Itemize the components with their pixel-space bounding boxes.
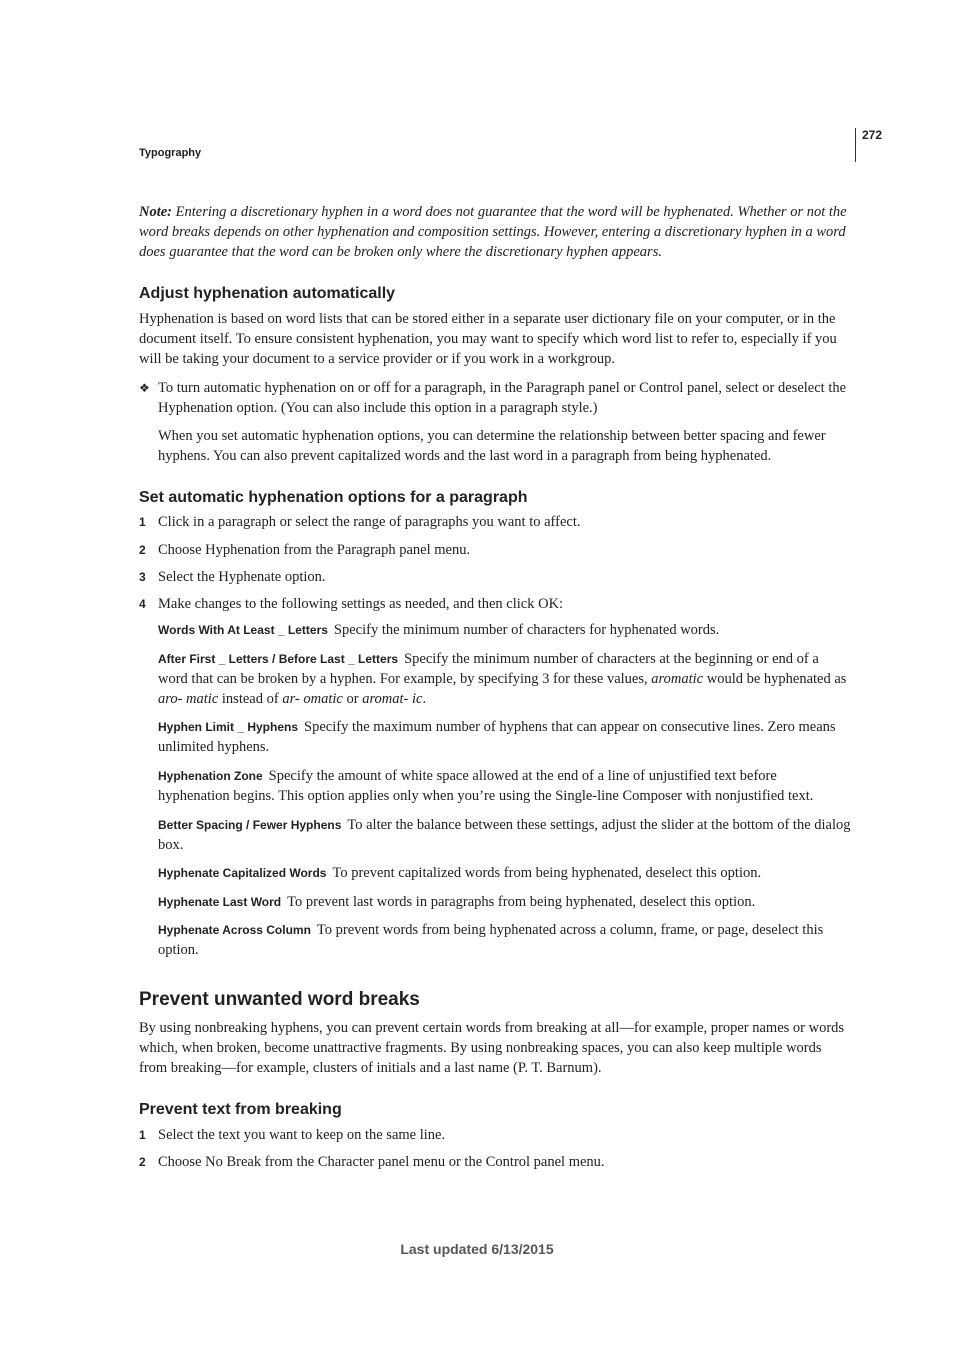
option-term: Hyphenate Capitalized Words	[158, 866, 327, 880]
option-term: Words With At Least _ Letters	[158, 623, 328, 637]
option-term: Hyphenate Last Word	[158, 895, 282, 909]
bullet-icon: ❖	[139, 381, 150, 395]
example-word: aromat- ic	[362, 691, 423, 707]
adjust-intro: Hyphenation is based on word lists that can be stored either in a separate user dictionary file on your computer, or in the document itself. To ensure consistent hyphenation, you may want to specify which word list to refer to, especially if you will be taking your document to a service provider or if you work in a workgroup.	[139, 311, 837, 367]
option-term: Better Spacing / Fewer Hyphens	[158, 818, 342, 832]
option-term: Hyphen Limit _ Hyphens	[158, 720, 299, 734]
option-desc: To alter the balance between these settings, adjust the slider at the bottom of the dialog box.	[158, 817, 851, 853]
note-text: Entering a discretionary hyphen in a word does not guarantee that the word will be hyphenated. Whether or not the word breaks depends on other hyphenation and composition settings. However, entering a discretionary hyphen in a word does guarantee that the word can be broken only where the discretionary hyphen appears.	[139, 204, 847, 260]
step-text: Choose No Break from the Character panel menu or the Control panel menu.	[158, 1154, 605, 1170]
option-desc: .	[422, 691, 427, 707]
option-desc: Specify the minimum number of characters for hyphenated words.	[333, 622, 720, 638]
step-number: 2	[139, 1155, 146, 1169]
option-after-first-before-last	[158, 649, 851, 709]
page-number: 272	[862, 128, 883, 142]
step-text: Make changes to the following settings as needed, and then click OK:	[158, 596, 564, 612]
option-desc: would be hyphenated as	[706, 671, 847, 687]
bullet-paragraph: To turn automatic hyphenation on or off for a paragraph, in the Paragraph panel or Control panel, select or deselect the Hyphenation option. (You can also include this option in a paragraph style.)	[158, 380, 847, 416]
step-number: 1	[139, 515, 146, 529]
step-number: 1	[139, 1128, 146, 1142]
option-hyphenate-last-word	[158, 892, 851, 912]
option-desc: Specify the maximum number of hyphens that can appear on consecutive lines. Zero means unlimited hyphens.	[158, 719, 836, 755]
heading-prevent-text-breaking: Prevent text from breaking	[139, 1101, 342, 1118]
bullet-follow-paragraph: When you set automatic hyphenation options, you can determine the relationship between better spacing and fewer hyphens. You can also prevent capitalized words and the last word in a paragraph from being hyphenated.	[158, 428, 826, 464]
prevent-breaks-intro: By using nonbreaking hyphens, you can prevent certain words from breaking at all—for example, proper names or words which, when broken, become unattractive fragments. By using nonbreaking spaces, you can also keep multiple words from breaking—for example, clusters of initials and a last name (P. T. Barnum).	[139, 1020, 845, 1076]
example-word: aromatic	[651, 671, 704, 687]
example-word: aro- matic	[158, 691, 219, 707]
step-number: 2	[139, 543, 146, 557]
step-number: 4	[139, 597, 146, 611]
option-hyphen-limit	[158, 717, 851, 757]
heading-adjust-hyphenation: Adjust hyphenation automatically	[139, 285, 396, 302]
step-number: 3	[139, 570, 146, 584]
option-words-with-at-least	[158, 620, 851, 640]
step-text: Select the text you want to keep on the same line.	[158, 1127, 446, 1143]
option-term: After First _ Letters / Before Last _ Letters	[158, 652, 399, 666]
option-desc: To prevent capitalized words from being hyphenated, deselect this option.	[332, 865, 762, 881]
option-hyphenate-across-column	[158, 920, 851, 960]
option-desc: Specify the minimum number of characters at the beginning or end of a word that can be broken by a hyphen. For example, by specifying 3 for these values,	[158, 651, 819, 687]
heading-prevent-word-breaks: Prevent unwanted word breaks	[139, 989, 420, 1010]
example-word: ar- omatic	[282, 691, 343, 707]
option-better-spacing	[158, 815, 851, 855]
option-desc: To prevent words from being hyphenated across a column, frame, or page, deselect this option.	[158, 922, 824, 958]
option-desc: or	[346, 691, 359, 707]
heading-set-options: Set automatic hyphenation options for a paragraph	[139, 489, 528, 506]
option-desc: instead of	[221, 691, 279, 707]
note-paragraph	[139, 202, 851, 262]
step-text: Select the Hyphenate option.	[158, 569, 326, 585]
option-hyphenate-capitalized	[158, 863, 851, 883]
option-hyphenation-zone	[158, 766, 851, 806]
option-term: Hyphenation Zone	[158, 769, 263, 783]
option-term: Hyphenate Across Column	[158, 923, 311, 937]
note-lead: Note:	[139, 204, 173, 220]
running-head: Typography	[139, 147, 202, 159]
option-desc: To prevent last words in paragraphs from being hyphenated, deselect this option.	[287, 894, 756, 910]
step-text: Click in a paragraph or select the range of paragraphs you want to affect.	[158, 514, 581, 530]
option-desc: Specify the amount of white space allowed at the end of a line of unjustified text before hyphenation begins. This option applies only when you’re using the Single-line Composer with nonjustified text.	[158, 768, 814, 804]
header-rule	[855, 128, 856, 162]
footer-last-updated: Last updated 6/13/2015	[400, 1241, 554, 1257]
step-text: Choose Hyphenation from the Paragraph panel menu.	[158, 542, 471, 558]
